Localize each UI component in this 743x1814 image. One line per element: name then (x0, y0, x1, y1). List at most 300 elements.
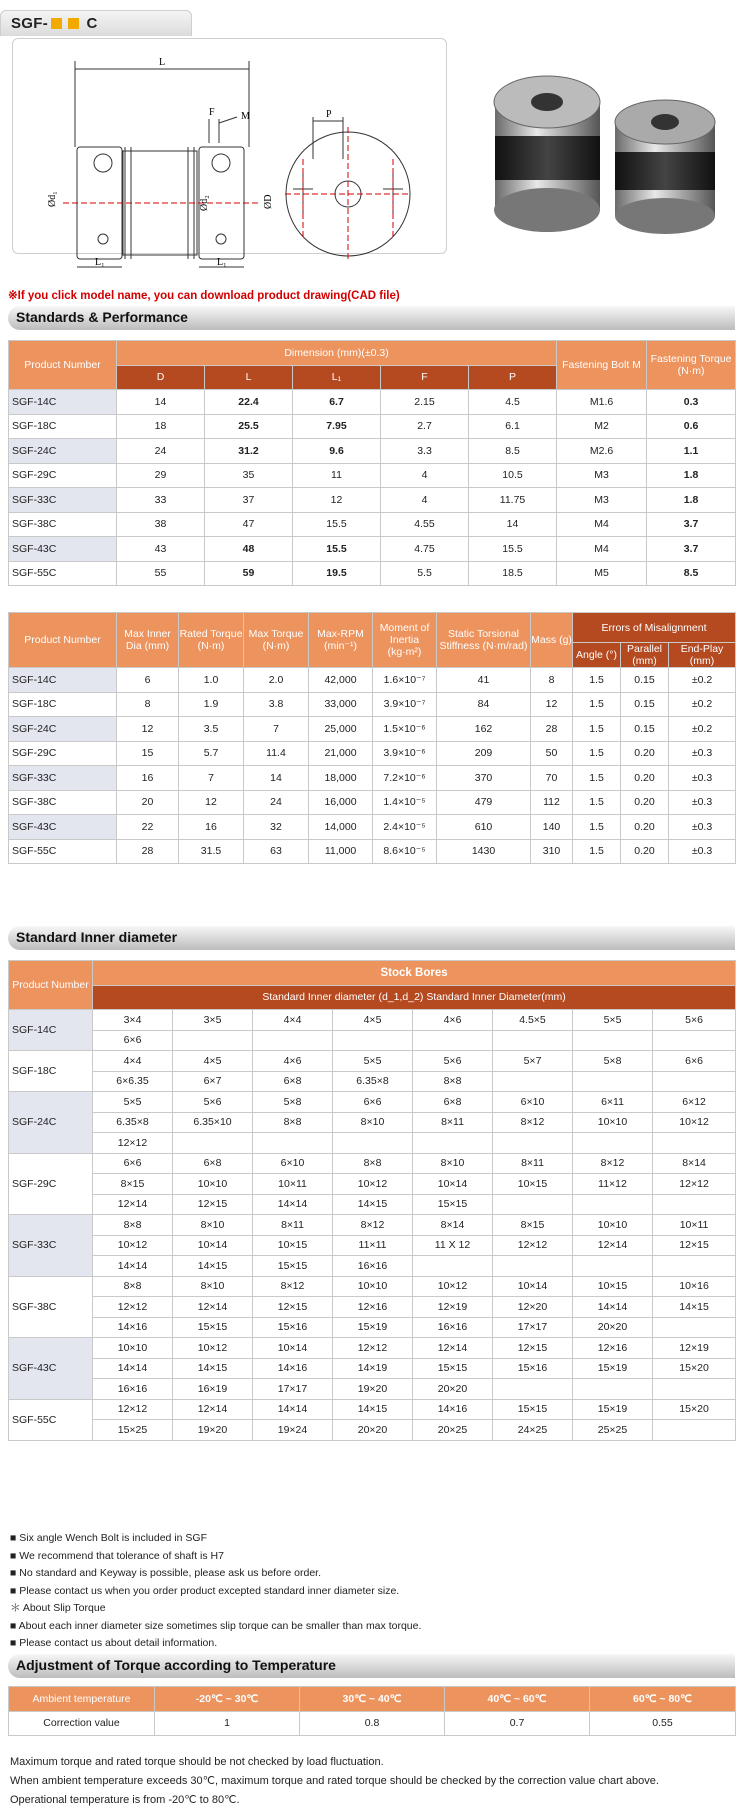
bore-cell (493, 1379, 573, 1400)
table-cell: 59 (205, 561, 293, 586)
table-row (9, 717, 736, 742)
table-cell: 7.95 (293, 414, 381, 439)
table-cell: 11,000 (309, 839, 373, 864)
table-row (9, 1297, 736, 1318)
header-errors-misalignment: Errors of Misalignment (573, 613, 736, 643)
table-cell: 18.5 (469, 561, 557, 586)
bore-cell: 8×10 (333, 1112, 413, 1133)
temp-header-1: -20℃ ~ 30℃ (155, 1687, 300, 1712)
table-cell: 3.7 (647, 537, 736, 562)
bore-cell: 15×16 (253, 1317, 333, 1338)
bore-cell: 15×15 (173, 1317, 253, 1338)
bore-cell: 8×8 (93, 1276, 173, 1297)
bore-cell: 10×14 (253, 1338, 333, 1359)
bore-cell (413, 1133, 493, 1154)
product-number-cell: SGF-14C (9, 1010, 93, 1051)
table-cell: 33 (117, 488, 205, 513)
bore-cell: 12×14 (93, 1194, 173, 1215)
bore-cell: 12×16 (573, 1338, 653, 1359)
note-item: ■ We recommend that tolerance of shaft is H7 (10, 1549, 224, 1562)
notes-list (10, 1530, 421, 1653)
product-number-cell: SGF-55C (9, 839, 117, 864)
table-row (9, 1358, 736, 1379)
table-cell: 12 (293, 488, 381, 513)
table-row (9, 463, 736, 488)
table-cell: 2.15 (381, 390, 469, 415)
header-col-6: Static Torsional Stiffness (N·m/rad) (437, 613, 531, 668)
product-number-cell: SGF-29C (9, 741, 117, 766)
note-item: ■ Please contact us about detail information. (10, 1637, 218, 1649)
bore-cell: 4×6 (253, 1051, 333, 1072)
header-dimension: Dimension (mm)(±0.3) (117, 341, 557, 366)
table-cell: 3.9×10⁻⁶ (373, 741, 437, 766)
product-number-cell: SGF-24C (9, 1092, 93, 1154)
bore-cell (173, 1133, 253, 1154)
dim-P-label: P (326, 109, 332, 120)
table-cell: ±0.3 (669, 790, 736, 815)
table-cell: 50 (531, 741, 573, 766)
bore-cell: 8×12 (573, 1153, 653, 1174)
bore-cell: 12×15 (493, 1338, 573, 1359)
table-cell: 209 (437, 741, 531, 766)
table-cell: 15.5 (293, 537, 381, 562)
table-cell: 84 (437, 692, 531, 717)
product-series-title: SGF- C (0, 10, 192, 36)
bore-cell: 20×20 (333, 1420, 413, 1441)
table-row (9, 1010, 736, 1031)
bore-cell: 12×12 (333, 1338, 413, 1359)
bore-cell: 10×16 (653, 1276, 736, 1297)
bore-cell: 10×12 (333, 1174, 413, 1195)
header-fastening-torque: Fastening Torque (N·m) (647, 341, 736, 390)
bore-cell: 12×14 (173, 1399, 253, 1420)
table-row (9, 692, 736, 717)
table-cell: 29 (117, 463, 205, 488)
bore-cell: 12×12 (653, 1174, 736, 1195)
bore-cell: 15×20 (653, 1399, 736, 1420)
table-cell: 479 (437, 790, 531, 815)
header-stock-bores: Stock Bores (93, 961, 736, 986)
table-row (9, 1276, 736, 1297)
product-number-cell: SGF-18C (9, 692, 117, 717)
bore-cell: 8×8 (93, 1215, 173, 1236)
dim-D-label: ØD (263, 194, 274, 209)
table-cell: 1.1 (647, 439, 736, 464)
bore-cell: 5×5 (573, 1010, 653, 1031)
bore-cell: 10×12 (93, 1235, 173, 1256)
table-cell: 28 (117, 839, 179, 864)
product-number-cell: SGF-29C (9, 1153, 93, 1215)
bore-cell: 4×5 (333, 1010, 413, 1031)
table-cell: 0.20 (621, 839, 669, 864)
bore-cell: 19×20 (333, 1379, 413, 1400)
bore-cell: 6×6.35 (93, 1071, 173, 1092)
table-cell: 1.8 (647, 488, 736, 513)
bore-cell: 8×10 (413, 1153, 493, 1174)
table-cell: 7 (244, 717, 309, 742)
bore-cell: 12×19 (653, 1338, 736, 1359)
table-cell: 12 (117, 717, 179, 742)
table-row (9, 1051, 736, 1072)
bore-cell: 14×15 (173, 1358, 253, 1379)
table-row (9, 1112, 736, 1133)
bore-cell: 12×12 (93, 1133, 173, 1154)
header-col-0: Product Number (9, 613, 117, 668)
table-cell: 16 (117, 766, 179, 791)
table-cell: 42,000 (309, 668, 373, 693)
table-row (9, 512, 736, 537)
dim-L1-left-label: L₁ (95, 257, 105, 268)
correction-cell-2: 0.8 (300, 1711, 445, 1736)
bore-cell: 12×16 (333, 1297, 413, 1318)
table-cell: 18 (117, 414, 205, 439)
table-cell: M2 (557, 414, 647, 439)
table-row (9, 561, 736, 586)
bore-cell: 8×11 (413, 1112, 493, 1133)
bore-cell: 8×11 (493, 1153, 573, 1174)
header-dim-1: L (205, 365, 293, 390)
table-cell: 12 (179, 790, 244, 815)
note-item: ■ Please contact us when you order product excepted standard inner diameter size. (10, 1584, 400, 1597)
table-cell: 6 (117, 668, 179, 693)
bore-cell: 3×5 (173, 1010, 253, 1031)
temp-header-0: Ambient temperature (9, 1687, 155, 1712)
bore-cell: 10×15 (573, 1276, 653, 1297)
table-cell: 8.6×10⁻⁵ (373, 839, 437, 864)
bore-cell: 19×24 (253, 1420, 333, 1441)
table-cell: 4.55 (381, 512, 469, 537)
bore-cell: 12×15 (653, 1235, 736, 1256)
bore-cell (573, 1379, 653, 1400)
bore-cell: 8×14 (653, 1153, 736, 1174)
table-cell: 1.0 (179, 668, 244, 693)
section-header-inner-diameter: Standard Inner diameter (8, 926, 735, 950)
bore-cell: 10×10 (333, 1276, 413, 1297)
bore-cell: 6.35×10 (173, 1112, 253, 1133)
table-cell: M5 (557, 561, 647, 586)
table-cell: 19.5 (293, 561, 381, 586)
table-cell: 1.6×10⁻⁷ (373, 668, 437, 693)
table-cell: 1.5 (573, 766, 621, 791)
bore-cell: 12×14 (573, 1235, 653, 1256)
bore-cell: 4×4 (253, 1010, 333, 1031)
bore-cell (573, 1256, 653, 1277)
table-cell: ±0.3 (669, 839, 736, 864)
bore-cell (493, 1071, 573, 1092)
performance-table (8, 612, 736, 864)
bore-cell: 6×12 (653, 1092, 736, 1113)
table-cell: 4.75 (381, 537, 469, 562)
table-cell: 24 (117, 439, 205, 464)
bore-cell (573, 1071, 653, 1092)
bore-cell: 10×14 (173, 1235, 253, 1256)
footer-line: Operational temperature is from -20℃ to 80℃. (10, 1794, 240, 1806)
table-cell: 1.4×10⁻⁵ (373, 790, 437, 815)
note-item: ■ About each inner diameter size sometimes slip torque can be smaller than max torque. (10, 1619, 422, 1632)
product-number-cell: SGF-33C (9, 766, 117, 791)
table-cell: 47 (205, 512, 293, 537)
table-row (9, 537, 736, 562)
bore-cell (653, 1194, 736, 1215)
table-row (9, 1317, 736, 1338)
bore-cell: 11 X 12 (413, 1235, 493, 1256)
table-row (9, 766, 736, 791)
bore-cell (653, 1420, 736, 1441)
bore-cell: 12×15 (253, 1297, 333, 1318)
product-number-cell: SGF-33C (9, 488, 117, 513)
bore-cell: 6.35×8 (333, 1071, 413, 1092)
header-col-2: Rated Torque (N·m) (179, 613, 244, 668)
bore-cell: 14×14 (93, 1256, 173, 1277)
footer-line: When ambient temperature exceeds 30℃, maximum torque and rated torque should be checked by the correction value chart above. (10, 1775, 659, 1787)
cad-download-notice: ※If you click model name, you can download product drawing(CAD file) (8, 290, 400, 302)
bore-cell: 8×12 (493, 1112, 573, 1133)
bore-cell: 8×10 (173, 1215, 253, 1236)
technical-drawing (12, 38, 447, 268)
header-error-1: Parallel (mm) (621, 643, 669, 668)
bore-cell: 8×8 (413, 1071, 493, 1092)
bore-cell: 14×16 (413, 1399, 493, 1420)
bore-cell: 8×12 (333, 1215, 413, 1236)
table-row (9, 1133, 736, 1154)
table-cell: 14 (469, 512, 557, 537)
section-header-temperature: Adjustment of Torque according to Temperature (8, 1654, 735, 1678)
table-cell: 41 (437, 668, 531, 693)
bore-cell: 10×12 (653, 1112, 736, 1133)
bore-cell (253, 1133, 333, 1154)
table-row (9, 741, 736, 766)
bore-cell: 12×20 (493, 1297, 573, 1318)
table-cell: 18,000 (309, 766, 373, 791)
table-cell: 1430 (437, 839, 531, 864)
table-cell: ±0.3 (669, 741, 736, 766)
bore-cell: 5×5 (333, 1051, 413, 1072)
table-cell: 25.5 (205, 414, 293, 439)
correction-cell-0: Correction value (9, 1711, 155, 1736)
table-row (9, 1174, 736, 1195)
table-cell: 0.20 (621, 815, 669, 840)
header-col-3: Max Torque (N·m) (244, 613, 309, 668)
header-col-7: Mass (g) (531, 613, 573, 668)
bore-cell (333, 1030, 413, 1051)
bore-cell: 11×11 (333, 1235, 413, 1256)
bore-cell: 14×19 (333, 1358, 413, 1379)
bore-cell: 12×12 (93, 1297, 173, 1318)
table-cell: 21,000 (309, 741, 373, 766)
dim-L1-right-label: L₁ (217, 257, 227, 268)
table-cell: 5.5 (381, 561, 469, 586)
table-cell: 0.15 (621, 692, 669, 717)
table-cell: 1.5×10⁻⁶ (373, 717, 437, 742)
bore-cell (493, 1030, 573, 1051)
bore-cell: 20×25 (413, 1420, 493, 1441)
table-cell: ±0.3 (669, 766, 736, 791)
table-cell: 5.7 (179, 741, 244, 766)
table-cell: 8 (531, 668, 573, 693)
bore-cell (493, 1256, 573, 1277)
table-cell: 37 (205, 488, 293, 513)
table-cell: 1.5 (573, 717, 621, 742)
bore-cell: 6.35×8 (93, 1112, 173, 1133)
bore-cell: 6×8 (173, 1153, 253, 1174)
table-row (9, 439, 736, 464)
table-row (9, 668, 736, 693)
bore-cell: 6×8 (253, 1071, 333, 1092)
table-row (9, 1338, 736, 1359)
table-cell: 0.20 (621, 766, 669, 791)
product-number-cell: SGF-29C (9, 463, 117, 488)
table-cell: 24 (244, 790, 309, 815)
bore-cell: 15×19 (333, 1317, 413, 1338)
table-cell: 1.5 (573, 741, 621, 766)
table-row (9, 1256, 736, 1277)
bore-cell (413, 1256, 493, 1277)
table-cell: 11 (293, 463, 381, 488)
temperature-correction-table (8, 1686, 736, 1736)
table-cell: 8.5 (647, 561, 736, 586)
bore-cell: 3×4 (93, 1010, 173, 1031)
product-number-cell: SGF-55C (9, 1399, 93, 1440)
product-number-cell: SGF-43C (9, 815, 117, 840)
table-cell: 0.6 (647, 414, 736, 439)
dim-d1-label: Ød₁ (47, 191, 58, 207)
coupling-drawing-svg (13, 39, 448, 268)
table-cell: ±0.2 (669, 668, 736, 693)
header-col-5: Moment of Inertia (kg·m²) (373, 613, 437, 668)
table-cell: 22 (117, 815, 179, 840)
bore-cell: 10×15 (493, 1174, 573, 1195)
bore-cell: 12×19 (413, 1297, 493, 1318)
table-cell: 43 (117, 537, 205, 562)
bore-cell (573, 1194, 653, 1215)
bore-cell: 6×10 (493, 1092, 573, 1113)
table-cell: 1.8 (647, 463, 736, 488)
correction-cell-1: 1 (155, 1711, 300, 1736)
table-cell: ±0.2 (669, 717, 736, 742)
header-error-0: Angle (°) (573, 643, 621, 668)
note-item: ＊ About Slip Torque (10, 1602, 106, 1614)
bore-cell: 4.5×5 (493, 1010, 573, 1031)
bore-cell: 6×6 (653, 1051, 736, 1072)
bore-cell: 12×14 (413, 1338, 493, 1359)
bore-cell: 16×16 (413, 1317, 493, 1338)
bore-cell: 8×14 (413, 1215, 493, 1236)
table-row (9, 1379, 736, 1400)
bore-cell: 12×12 (493, 1235, 573, 1256)
footer-line: Maximum torque and rated torque should be not checked by load fluctuation. (10, 1756, 384, 1768)
table-cell: 310 (531, 839, 573, 864)
bore-cell: 6×11 (573, 1092, 653, 1113)
bore-cell: 8×15 (93, 1174, 173, 1195)
bore-cell: 15×15 (253, 1256, 333, 1277)
table-cell: 31.5 (179, 839, 244, 864)
table-row (9, 1399, 736, 1420)
bore-cell (413, 1030, 493, 1051)
table-cell: 25,000 (309, 717, 373, 742)
table-cell: 35 (205, 463, 293, 488)
bore-cell: 14×15 (333, 1399, 413, 1420)
table-cell: 22.4 (205, 390, 293, 415)
product-number-cell: SGF-43C (9, 537, 117, 562)
correction-cell-4: 0.55 (590, 1711, 736, 1736)
product-number-cell: SGF-14C (9, 390, 117, 415)
bore-cell: 15×19 (573, 1399, 653, 1420)
table-cell: 4 (381, 488, 469, 513)
bore-cell: 8×8 (333, 1153, 413, 1174)
bore-cell: 4×6 (413, 1010, 493, 1031)
table-row (9, 1215, 736, 1236)
bore-cell: 10×12 (173, 1338, 253, 1359)
bore-cell: 19×20 (173, 1420, 253, 1441)
table-cell: 9.6 (293, 439, 381, 464)
bore-cell: 6×6 (333, 1092, 413, 1113)
table-row (9, 414, 736, 439)
bore-cell: 16×16 (333, 1256, 413, 1277)
header-dim-0: D (117, 365, 205, 390)
table-cell: 162 (437, 717, 531, 742)
bore-cell: 15×19 (573, 1358, 653, 1379)
header-error-2: End-Play (mm) (669, 643, 736, 668)
product-number-cell: SGF-38C (9, 790, 117, 815)
table-row (9, 790, 736, 815)
table-cell: 3.7 (647, 512, 736, 537)
bore-cell (653, 1071, 736, 1092)
table-cell: 7 (179, 766, 244, 791)
product-number-cell: SGF-18C (9, 1051, 93, 1092)
table-cell: 70 (531, 766, 573, 791)
table-cell: 3.5 (179, 717, 244, 742)
product-number-cell: SGF-24C (9, 717, 117, 742)
bore-cell: 8×11 (253, 1215, 333, 1236)
table-cell: 610 (437, 815, 531, 840)
bore-cell: 14×14 (93, 1358, 173, 1379)
bore-cell: 14×16 (253, 1358, 333, 1379)
bore-cell: 25×25 (573, 1420, 653, 1441)
table-cell: 16,000 (309, 790, 373, 815)
table-cell: 28 (531, 717, 573, 742)
table-cell: 32 (244, 815, 309, 840)
table-cell: 12 (531, 692, 573, 717)
bore-cell: 5×6 (413, 1051, 493, 1072)
table-cell: 14 (244, 766, 309, 791)
table-row (9, 1071, 736, 1092)
header-fastening-bolt: Fastening Bolt M (557, 341, 647, 390)
bore-cell: 6×7 (173, 1071, 253, 1092)
bore-cell: 10×11 (253, 1174, 333, 1195)
product-number-cell: SGF-18C (9, 414, 117, 439)
table-cell: 15.5 (293, 512, 381, 537)
bore-cell: 10×10 (573, 1215, 653, 1236)
bore-cell: 10×10 (93, 1338, 173, 1359)
bore-cell: 6×6 (93, 1153, 173, 1174)
bore-cell: 6×6 (93, 1030, 173, 1051)
inner-diameter-table (8, 960, 736, 1441)
table-cell: M4 (557, 537, 647, 562)
table-cell: 10.5 (469, 463, 557, 488)
bore-cell (653, 1133, 736, 1154)
product-photo (465, 42, 735, 242)
temp-header-3: 40℃ ~ 60℃ (445, 1687, 590, 1712)
table-cell: M2.6 (557, 439, 647, 464)
bore-cell (173, 1030, 253, 1051)
table-row (9, 1030, 736, 1051)
bore-cell: 15×15 (413, 1358, 493, 1379)
bore-cell: 8×12 (253, 1276, 333, 1297)
bore-cell: 20×20 (573, 1317, 653, 1338)
table-cell: 1.5 (573, 790, 621, 815)
header-dim-4: P (469, 365, 557, 390)
table-cell: 6.7 (293, 390, 381, 415)
